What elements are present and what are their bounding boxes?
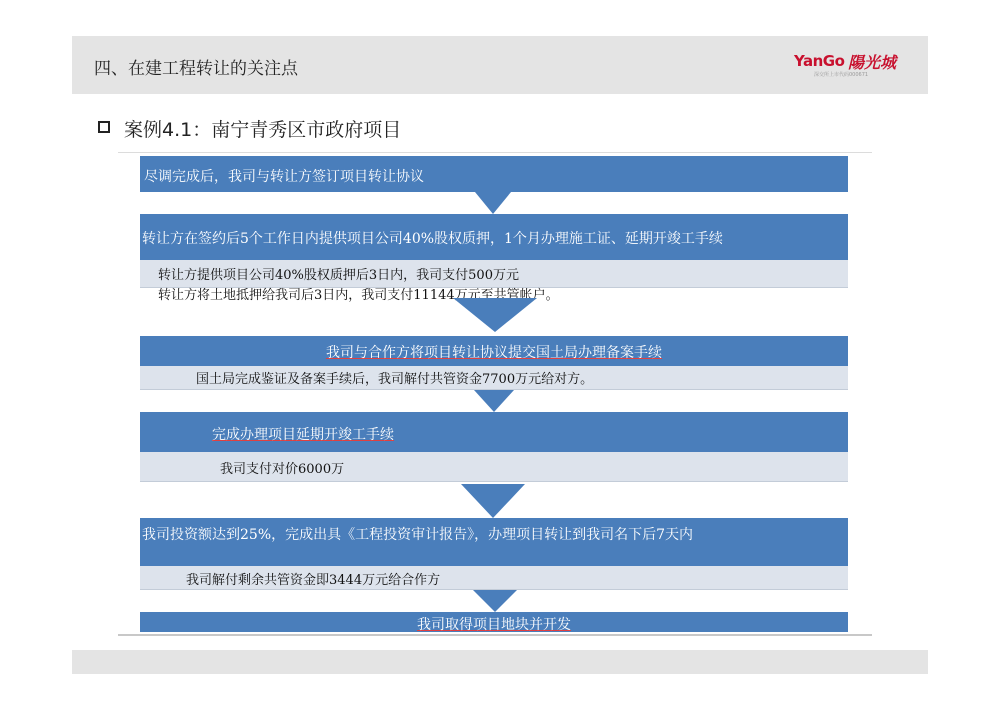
flow-step-3-note-text: 国土局完成鉴证及备案手续后，我司解付共管资金7700万元给对方。 (196, 372, 594, 387)
down-arrow-icon (453, 298, 537, 332)
company-logo (794, 50, 914, 80)
logo-text-cn: 陽光城 (848, 53, 897, 72)
down-arrow-icon (474, 390, 514, 412)
logo-subtext: 深交所上市代码000671 (814, 72, 869, 78)
flow-step-1-text: 尽调完成后，我司与转让方签订项目转让协议 (144, 169, 424, 185)
page-title: 四、在建工程转让的关注点 (94, 59, 298, 79)
down-arrow-icon (461, 484, 525, 518)
flow-step-4-note (140, 452, 848, 482)
flow-step-4-text: 完成办理项目延期开竣工手续 (212, 427, 394, 443)
diagram-bottom-line (118, 634, 872, 636)
flow-step-1 (140, 156, 848, 192)
flow-step-3 (140, 336, 848, 366)
flow-step-5-note (140, 566, 848, 590)
header-bar (72, 36, 928, 94)
flow-step-4-note-text: 我司支付对价6000万 (220, 462, 345, 477)
flow-step-3-text: 我司与合作方将项目转让协议提交国土局办理备案手续 (326, 345, 662, 361)
footer-bar (72, 650, 928, 674)
down-arrow-icon (473, 590, 517, 612)
flow-step-6 (140, 612, 848, 632)
flow-diagram (118, 152, 872, 636)
flow-step-2-text: 转让方在签约后5个工作日内提供项目公司40%股权质押，1个月办理施工证、延期开竣工手续 (142, 231, 723, 247)
flow-step-5-text: 我司投资额达到25%，完成出具《工程投资审计报告》，办理项目转让到我司名下后7天内 (142, 527, 694, 543)
flow-step-2 (140, 214, 848, 260)
down-arrow-icon (475, 192, 511, 214)
flow-step-5-note-text: 我司解付剩余共管资金即3444万元给合作方 (186, 573, 441, 588)
flow-step-2-note-line-1: 转让方提供项目公司40%股权质押后3日内，我司支付500万元 (158, 268, 519, 283)
flow-step-5 (140, 518, 848, 566)
flow-step-4 (140, 412, 848, 452)
case-title: 案例4.1：南宁青秀区市政府项目 (124, 119, 402, 141)
flow-step-3-note (140, 366, 848, 390)
diagram-top-line (118, 152, 872, 153)
flow-step-6-text: 我司取得项目地块并开发 (417, 617, 571, 632)
square-bullet-icon (98, 121, 110, 133)
flow-step-2-note-line-2: 转让方将土地抵押给我司后3日内，我司支付11144万元至共管帐户。 (158, 288, 559, 303)
logo-text-en: YanGo (794, 52, 845, 70)
